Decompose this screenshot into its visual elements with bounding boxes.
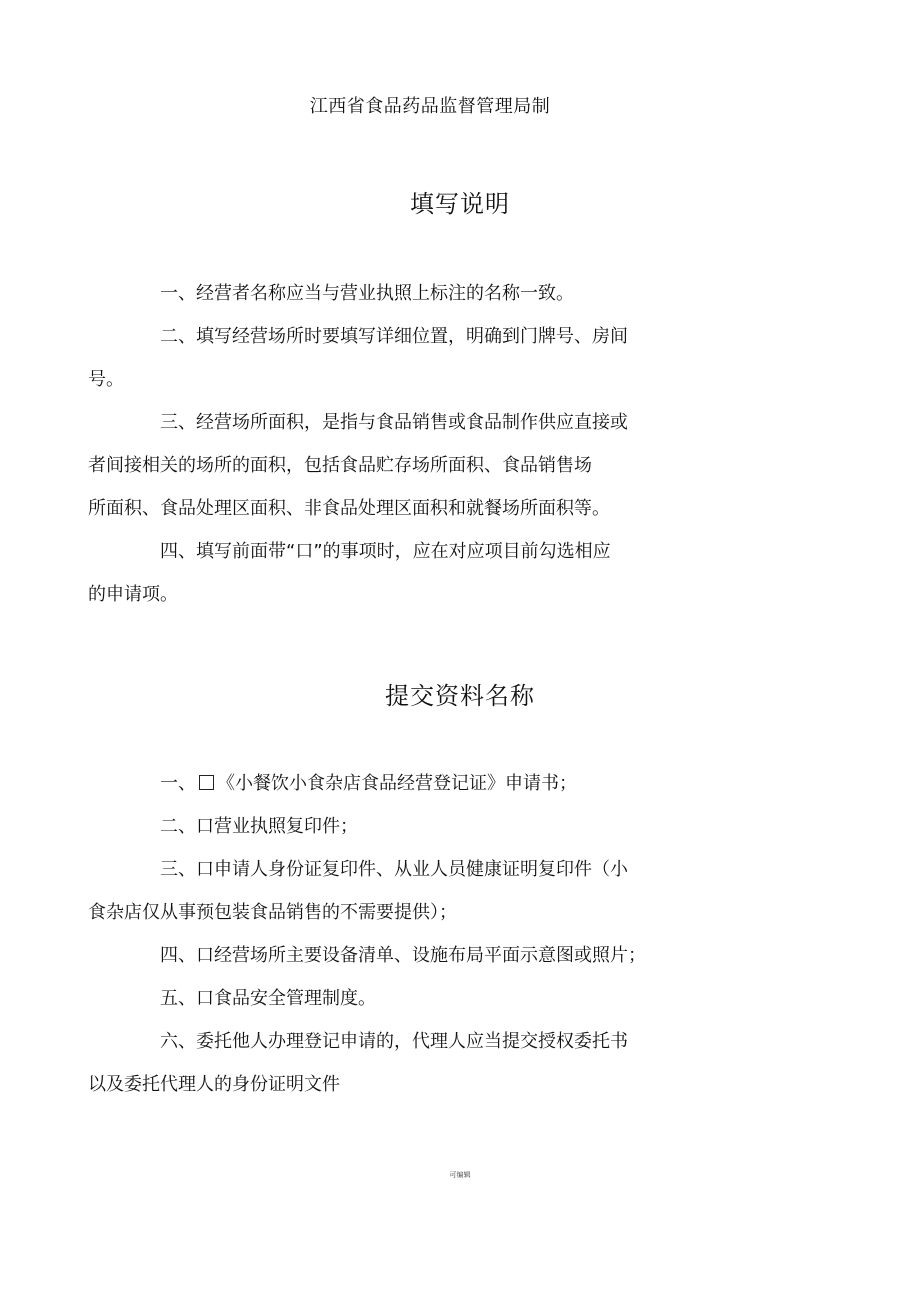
instruction-line: 三、经营场所面积，是指与食品销售或食品制作供应直接或 — [160, 412, 628, 433]
material-item — [124, 977, 680, 1020]
instruction-line: 四、填写前面带“口”的事项时，应在对应项目前勾选相应 — [160, 541, 611, 562]
material-item — [88, 848, 680, 934]
instruction-line: 一、经营者名称应当与营业执照上标注的名称一致。 — [160, 283, 574, 304]
instruction-line: 二、填写经营场所时要填写详细位置，明确到门牌号、房间 — [160, 326, 628, 347]
instructions-list — [88, 272, 680, 616]
material-line: 口营业执照复印件； — [196, 816, 358, 837]
material-prefix: 五、 — [160, 988, 196, 1009]
instruction-line: 号。 — [88, 369, 124, 390]
material-prefix: 一、 — [160, 773, 196, 794]
instruction-item — [88, 401, 680, 530]
material-prefix: 二、 — [160, 816, 196, 837]
instruction-item — [124, 272, 680, 315]
material-line: 《小餐饮小食杂店食品经营登记证》申请书； — [217, 773, 577, 794]
instruction-line: 的申请项。 — [88, 584, 178, 605]
instruction-item — [88, 530, 680, 616]
material-prefix: 六、 — [160, 1031, 196, 1052]
material-item — [124, 805, 680, 848]
checkbox-square-icon[interactable] — [199, 775, 214, 790]
instruction-item — [88, 315, 680, 401]
material-prefix: 四、 — [160, 945, 196, 966]
material-item — [124, 934, 680, 977]
material-line: 委托他人办理登记申请的，代理人应当提交授权委托书 — [196, 1031, 628, 1052]
issuer-line: 江西省食品药品监督管理局制 — [309, 96, 551, 117]
materials-title: 提交资料名称 — [385, 682, 535, 710]
material-prefix: 三、 — [160, 859, 196, 880]
footer-note: 可编辑 — [449, 1171, 471, 1179]
material-line: 食杂店仅从事预包装食品销售的不需要提供）； — [88, 902, 457, 923]
materials-list — [88, 762, 680, 1106]
material-item — [88, 1020, 680, 1106]
instructions-title: 填写说明 — [410, 190, 510, 218]
material-item — [124, 762, 680, 805]
material-line: 口食品安全管理制度。 — [196, 988, 376, 1009]
material-line: 口申请人身份证复印件、从业人员健康证明复印件（小 — [196, 859, 628, 880]
material-line: 以及委托代理人的身份证明文件 — [88, 1074, 340, 1095]
material-line: 口经营场所主要设备清单、设施布局平面示意图或照片； — [196, 945, 646, 966]
instruction-line: 所面积、食品处理区面积、非食品处理区面积和就餐场所面积等。 — [88, 498, 610, 519]
instruction-line: 者间接相关的场所的面积，包括食品贮存场所面积、食品销售场 — [88, 455, 592, 476]
